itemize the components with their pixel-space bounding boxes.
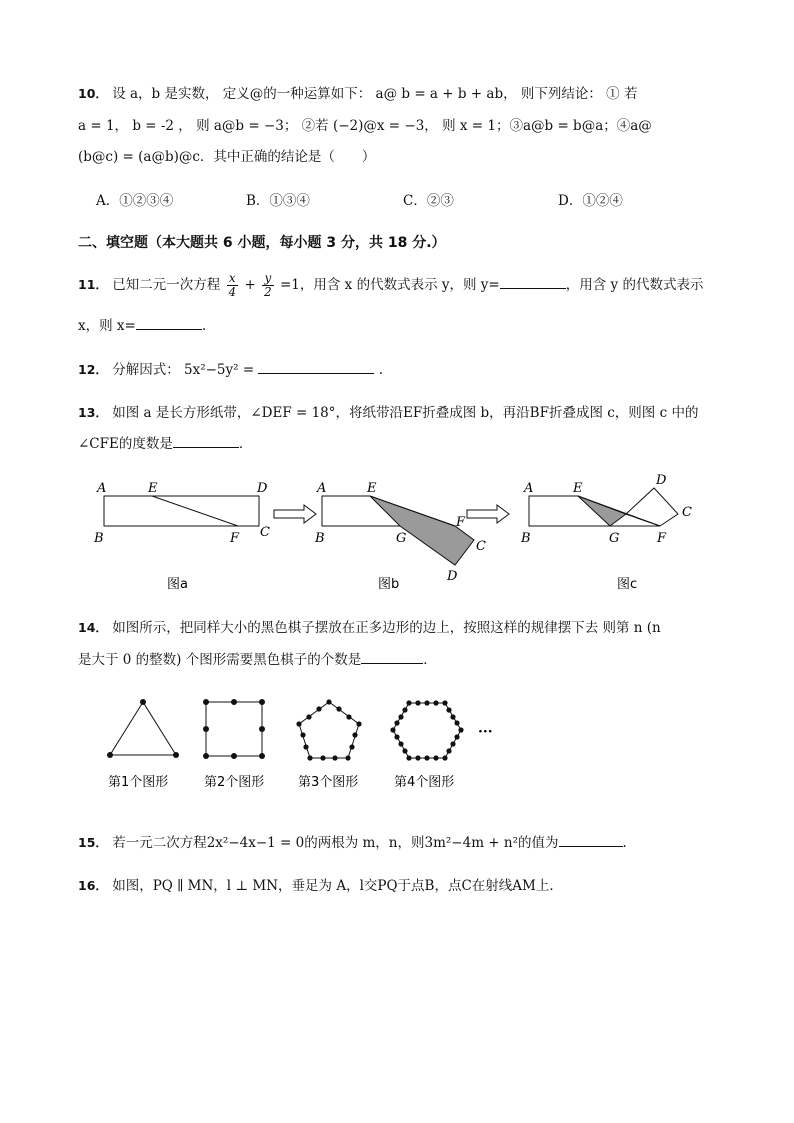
label-a-F: F — [230, 531, 240, 546]
q13-text-line1: 如图 a 是长方形纸带，∠DEF = 18°，将纸带沿EF折叠成图 b，再沿BF折叠成图 c，则图 c 中的 — [112, 405, 699, 421]
label-b-B: B — [315, 531, 325, 546]
q13-text-line2: ∠CFE的度数是 — [78, 436, 173, 452]
arrow-1-icon — [274, 505, 316, 523]
label-a-E: E — [148, 481, 158, 496]
q14-text-line1: 如图所示，把同样大小的黑色棋子摆放在正多边形的边上，按照这样的规律摆下去 则第 n (n — [112, 620, 661, 636]
q11-blank-y — [500, 274, 566, 289]
q16-text: 如图，PQ ∥ MN，l ⊥ MN，垂足为 A，l交PQ于点B，点C在射线AM上． — [112, 878, 563, 894]
label-a-A: A — [97, 481, 107, 496]
q10-number: 10． — [78, 86, 108, 101]
q12-line — [78, 358, 383, 378]
q14-line2 — [78, 648, 437, 668]
q10-text-line2: a = 1， b = -2 ， 则 a@b = −3； ②若 (−2)@x = −3， 则 x = 1；③a@b = b@a；④a@ — [78, 118, 652, 134]
q15-end: . — [622, 835, 627, 851]
section-heading: 二、填空题（本大题共 6 小题，每小题 3 分，共 18 分.） — [78, 235, 446, 251]
q13-figure — [0, 470, 794, 600]
label-c-A: A — [524, 481, 534, 496]
q15-text: 若一元二次方程2x²−4x−1 = 0的两根为 m，n，则3m²−4m + n²的值为 — [112, 835, 559, 851]
q10-option-c: C．②③ — [403, 193, 454, 209]
q11-line2-pre: x，则 x= — [78, 318, 136, 334]
q10-line1 — [78, 82, 637, 102]
q13-blank — [173, 433, 239, 448]
q11-pre: 已知二元一次方程 — [112, 277, 221, 293]
q11-post: =1，用含 x 的代数式表示 y，则 y= — [279, 277, 500, 293]
q16-number: 16． — [78, 878, 108, 893]
label-b-A: A — [317, 481, 327, 496]
triangle-pattern — [107, 699, 179, 758]
caption-shape-1: 第1个图形 — [108, 775, 169, 790]
q11-fraction-y: $\frac{y}{2}$ — [264, 271, 272, 299]
q10-option-a: A．①②③④ — [96, 193, 174, 209]
q10-option-b: B．①③④ — [246, 193, 310, 209]
q14-line1 — [78, 616, 661, 636]
q11-number: 11． — [78, 277, 108, 292]
q14-text-line2: 是大于 0 的整数) 个图形需要黑色棋子的个数是 — [78, 652, 362, 668]
q14-blank — [361, 649, 423, 664]
q12-end: . — [378, 362, 384, 378]
figure-c — [520, 473, 692, 546]
q11-line2 — [78, 314, 206, 334]
q10-text-line1: 设 a，b 是实数， 定义@的一种运算如下： a@ b = a + b + ab， 则下列结论： ① 若 — [112, 86, 638, 102]
label-c-D: D — [656, 473, 667, 488]
label-c-G: G — [609, 531, 620, 546]
label-a-C: C — [260, 525, 270, 540]
q10-line3 — [78, 145, 375, 165]
q10-option-d: D．①②④ — [558, 193, 623, 209]
label-c-E: E — [573, 481, 583, 496]
label-b-F: F — [456, 515, 466, 530]
caption-shape-2: 第2个图形 — [204, 775, 265, 790]
q11-line1 — [78, 272, 703, 299]
label-a-B: B — [94, 531, 104, 546]
q15-line — [78, 831, 627, 851]
q14-end: ． — [423, 652, 437, 668]
q11-line2-post: . — [201, 318, 207, 334]
label-b-G: G — [396, 531, 407, 546]
q14-number: 14． — [78, 620, 108, 635]
caption-shape-3: 第3个图形 — [298, 775, 359, 790]
label-b-E: E — [367, 481, 377, 496]
caption-shape-4: 第4个图形 — [394, 775, 455, 790]
caption-b: 图b — [378, 577, 400, 592]
q11-blank-x — [136, 315, 202, 330]
q16-line — [78, 874, 563, 894]
figure-b — [314, 481, 486, 584]
q15-number: 15． — [78, 835, 108, 850]
q13-number: 13． — [78, 405, 108, 420]
q13-line2 — [78, 432, 252, 452]
label-c-C: C — [682, 505, 692, 520]
caption-a: 图a — [167, 577, 188, 592]
q10-line2 — [78, 114, 652, 134]
label-b-C: C — [476, 539, 486, 554]
q11-post2: ，用含 y 的代数式表示 — [565, 277, 704, 293]
q11-plus: + — [244, 277, 256, 293]
q15-blank — [559, 832, 623, 847]
label-a-D: D — [257, 481, 268, 496]
q12-text: 分解因式： 5x²−5y² = — [112, 362, 255, 378]
q12-number: 12． — [78, 362, 108, 377]
label-c-B: B — [521, 531, 531, 546]
q10-text-line3: (b@c) = (a@b)@c．其中正确的结论是（ ） — [78, 149, 376, 165]
label-c-F: F — [657, 531, 667, 546]
q13-end: ． — [238, 436, 253, 452]
caption-c: 图c — [617, 577, 638, 592]
square-pattern — [203, 699, 265, 759]
q12-blank — [258, 359, 374, 374]
q13-line1 — [78, 401, 698, 421]
pentagon-pattern — [296, 699, 361, 760]
q11-fraction-x: $\frac{x}{4}$ — [228, 271, 237, 299]
ellipsis: ··· — [478, 724, 493, 740]
figure-a — [93, 481, 270, 546]
label-b-D: D — [447, 569, 458, 584]
q14-figure — [0, 690, 794, 800]
arrow-2-icon — [467, 505, 509, 523]
hexagon-pattern — [390, 700, 463, 760]
